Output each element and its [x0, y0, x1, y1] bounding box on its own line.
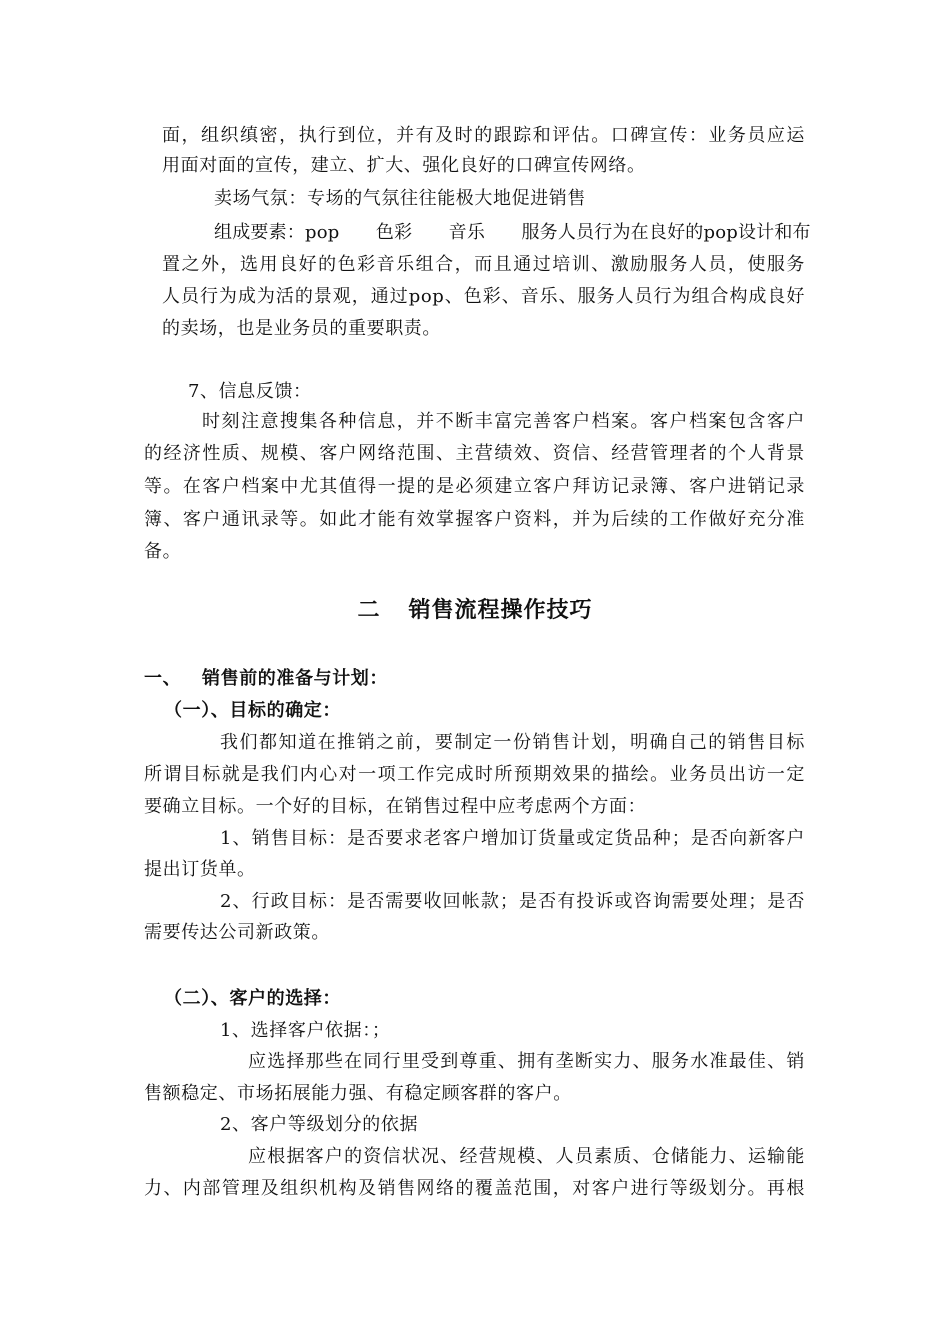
- body-text-line: 用面对面的宣传，建立、扩大、强化良好的口碑宣传网络。: [162, 155, 646, 176]
- chapter-title-text: 销售流程操作技巧: [408, 598, 593, 623]
- body-text-line: 2、客户等级划分的依据: [220, 1114, 419, 1135]
- body-text-line: 簿、客户通讯录等。如此才能有效掌握客户资料，并为后续的工作做好充分准: [144, 509, 805, 530]
- section-heading-info-feedback: 7、信息反馈：: [188, 381, 312, 402]
- subsection-heading-goal: （一）、目标的确定：: [164, 700, 341, 721]
- body-text-line: 1、销售目标：是否要求老客户增加订货量或定货品种；是否向新客户: [220, 828, 805, 849]
- body-text-line: 面，组织缜密，执行到位，并有及时的跟踪和评估。口碑宣传：业务员应运: [162, 125, 805, 146]
- body-text-line: 置之外，选用良好的色彩音乐组合，而且通过培训、激励服务人员，使服务: [162, 254, 805, 275]
- body-text-line: 1、选择客户依据：；: [220, 1020, 391, 1041]
- body-text-line: 力、内部管理及组织机构及销售网络的覆盖范围，对客户进行等级划分。再根: [144, 1178, 805, 1199]
- subsection-heading-customer: （二）、客户的选择：: [164, 988, 341, 1009]
- body-text-line: 2、行政目标：是否需要收回帐款；是否有投诉或咨询需要处理；是否: [220, 891, 805, 912]
- body-text-line: 应根据客户的资信状况、经营规模、人员素质、仓储能力、运输能: [248, 1146, 805, 1167]
- body-text-line: 备。: [144, 541, 182, 562]
- section-number: 一、: [144, 668, 182, 689]
- body-text-line: 卖场气氛：专场的气氛往往能极大地促进销售: [214, 188, 586, 209]
- section-heading: [144, 666, 388, 692]
- chapter-number: 二: [357, 598, 381, 623]
- chapter-title: [0, 596, 950, 626]
- body-text-line: 等。在客户档案中尤其值得一提的是必须建立客户拜访记录簿、客户进销记录: [144, 476, 805, 497]
- body-text-line: 售额稳定、市场拓展能力强、有稳定顾客群的客户。: [144, 1083, 572, 1104]
- body-text-line: 应选择那些在同行里受到尊重、拥有垄断实力、服务水准最佳、销: [248, 1051, 805, 1072]
- section-title: 销售前的准备与计划：: [202, 668, 388, 689]
- body-text-line: 的经济性质、规模、客户网络范围、主营绩效、资信、经营管理者的个人背景: [144, 443, 805, 464]
- body-text-line: 人员行为成为活的景观，通过pop、色彩、音乐、服务人员行为组合构成良好: [162, 286, 805, 307]
- body-text-line: 组成要素：pop 色彩 音乐 服务人员行为在良好的pop设计和布: [214, 222, 811, 243]
- body-text-line: 需要传达公司新政策。: [144, 922, 330, 943]
- body-text-line: 时刻注意搜集各种信息，并不断丰富完善客户档案。客户档案包含客户: [202, 411, 805, 432]
- body-text-line: 要确立目标。一个好的目标，在销售过程中应考虑两个方面：: [144, 796, 647, 817]
- body-text-line: 我们都知道在推销之前，要制定一份销售计划，明确自己的销售目标: [220, 732, 805, 753]
- body-text-line: 提出订货单。: [144, 859, 256, 880]
- body-text-line: 所谓目标就是我们内心对一项工作完成时所预期效果的描绘。业务员出访一定: [144, 764, 805, 785]
- body-text-line: 的卖场，也是业务员的重要职责。: [162, 318, 441, 339]
